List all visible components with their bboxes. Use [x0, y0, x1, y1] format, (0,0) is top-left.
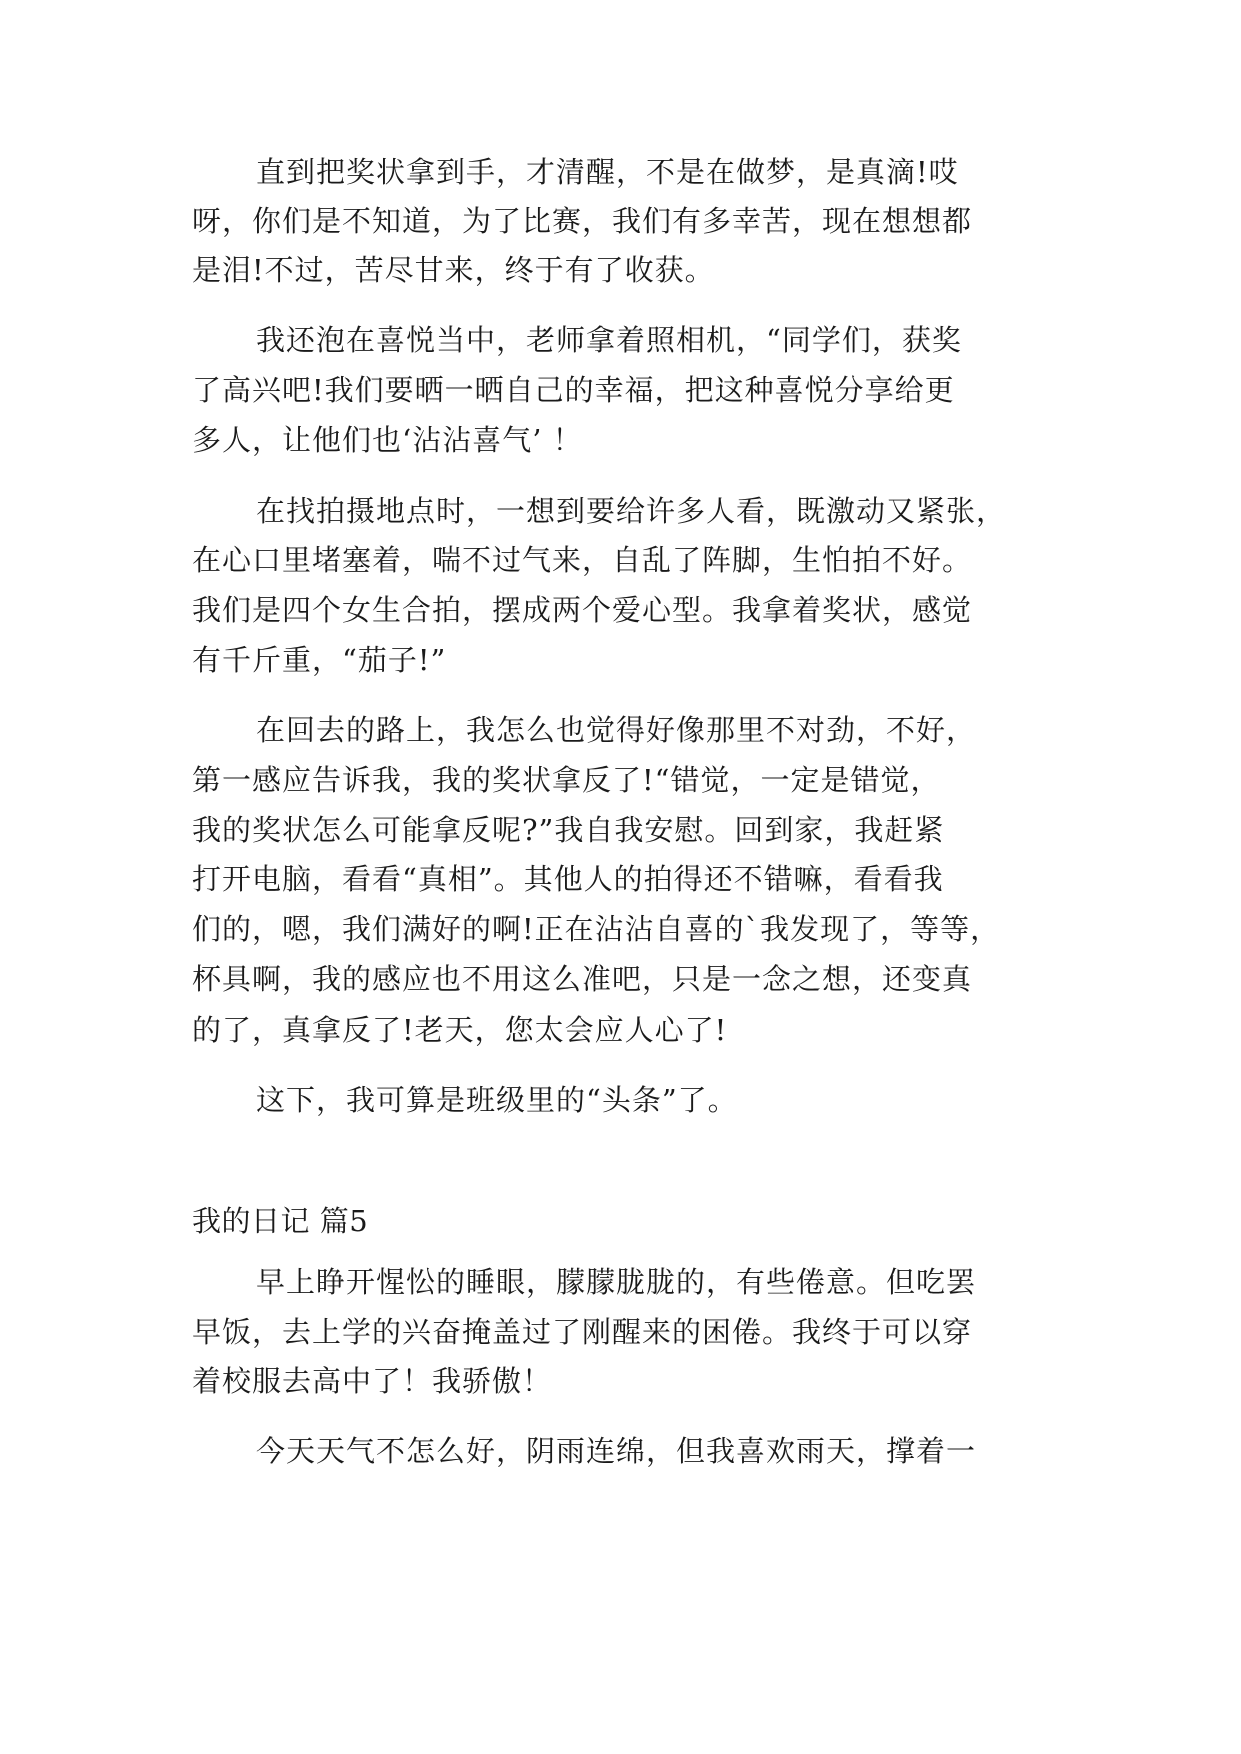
paragraph-5-line-1: 这下，我可算是班级里的“头条”了。 — [256, 1083, 738, 1117]
section-paragraph-2-line-1: 今天天气不怎么好，阴雨连绵，但我喜欢雨天，撑着一 — [256, 1434, 977, 1468]
paragraph-4-line-3: 我的奖状怎么可能拿反呢?”我自我安慰。回到家，我赶紧 — [192, 813, 945, 847]
section-paragraph-1-line-2: 早饭，去上学的兴奋掩盖过了刚醒来的困倦。我终于可以穿 — [192, 1315, 973, 1349]
section-heading: 我的日记 篇5 — [192, 1204, 369, 1238]
section-paragraph-1-line-3: 着校服去高中了！我骄傲！ — [192, 1364, 553, 1398]
paragraph-2-line-3: 多人，让他们也‘沾沾喜气’ ！ — [192, 423, 583, 457]
paragraph-4-line-1: 在回去的路上，我怎么也觉得好像那里不对劲，不好， — [256, 713, 977, 747]
paragraph-4-line-4: 打开电脑，看看“真相”。其他人的拍得还不错嘛，看看我 — [192, 862, 944, 896]
section-paragraph-1-line-1: 早上睁开惺忪的睡眼，朦朦胧胧的，有些倦意。但吃罢 — [256, 1265, 977, 1299]
paragraph-1-line-1: 直到把奖状拿到手，才清醒，不是在做梦，是真滴!哎 — [256, 155, 959, 189]
paragraph-3-line-2: 在心口里堵塞着，喘不过气来，自乱了阵脚，生怕拍不好。 — [192, 543, 973, 577]
paragraph-4-line-6: 杯具啊，我的感应也不用这么准吧，只是一念之想，还变真 — [192, 962, 973, 996]
paragraph-3-line-3: 我们是四个女生合拍，摆成两个爱心型。我拿着奖状，感觉 — [192, 593, 973, 627]
paragraph-2-line-2: 了高兴吧!我们要晒一晒自己的幸福，把这种喜悦分享给更 — [192, 373, 955, 407]
paragraph-1-line-2: 呀，你们是不知道，为了比赛，我们有多幸苦，现在想想都 — [192, 204, 973, 238]
paragraph-2-line-1: 我还泡在喜悦当中，老师拿着照相机，“同学们，获奖 — [256, 323, 962, 357]
paragraph-4-line-7: 的了，真拿反了!老天，您太会应人心了! — [192, 1013, 728, 1047]
paragraph-3-line-1: 在找拍摄地点时，一想到要给许多人看，既激动又紧张， — [256, 494, 1007, 528]
paragraph-1-line-3: 是泪!不过，苦尽甘来，终于有了收获。 — [192, 253, 715, 287]
paragraph-4-line-2: 第一感应告诉我，我的奖状拿反了!“错觉，一定是错觉， — [192, 763, 941, 797]
paragraph-4-line-5: 们的，嗯，我们满好的啊!正在沾沾自喜的`我发现了，等等， — [192, 912, 1001, 946]
paragraph-3-line-4: 有千斤重，“茄子!” — [192, 643, 447, 677]
